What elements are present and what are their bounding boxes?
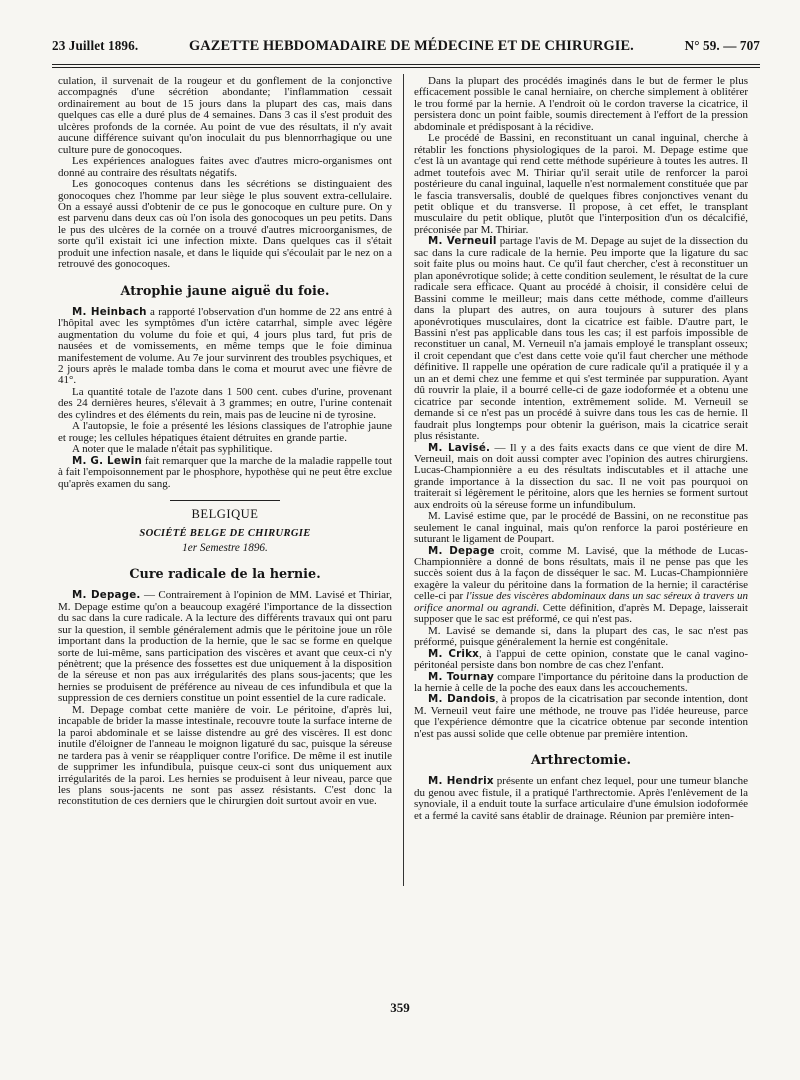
speaker-text: partage l'avis de M. Depage au sujet de la dissection du sac dans la cure radicale de la hernie. Peu importe que la ligature du sac soit faite plus ou moins haut. Ce qu'il faut chercher, c'est à reconstituer un plan aponévrotique solide; à cette condition seulement, le résultat de la cure radicale sera efficace. Quant au procédé à choisir, il considère celui de Bassini comme le meilleur; mais dans cette méthode, comme d'ailleurs dans la plupart des autres, on aura toujours à suturer des plans aponévrotiques musculaires, dont la cicatrice est faible. D'autre part, le Bassini n'est pas applicable dans tous les cas; il est parfois impossible de reconstituer un canal, M. Verneuil n'a jamais employé le transplant osseux; il croit cependant que c'est dans cette voie qu'il faut chercher une méthode définitive. Il rappelle une opération de cure radicale qu'il a pratiquée il y a un an et demi chez une femme et qui s'est terminée par suppuration. Ayant dû rouvrir la plaie, il a bourré celle-ci de gaze iodoformée et a obtenu une cicatrice par seconde intention, extrêmement solide. M. Verneuil se demande si ce n'est pas un procédé à suivre dans tous les cas de hernie. Il faudrait plus longtemps pour obtenir la guérison, mais la cicatrice serait plus résistante. — [414, 235, 748, 443]
speaker-text: fait remarquer que la marche de la maladie rappelle tout à fait l'empoisonnement par le phosphore, hypothèse qui ne peut être exclue qu'après examen du sang. — [58, 454, 392, 490]
paragraph: Les gonocoques contenus dans les sécrétions se distinguaient des gonocoques chez l'homme par leur siège le plus souvent extra-cellulaire. On a essayé aussi d'obtenir de ce pus le gonocoque en culture pure. On y est parvenu dans deux cas où l'on isola des gonocoques un peu petits. Dans le pus des ulcères de la cornée on a trouvé d'autres microorganismes, de sorte qu'il existait ici une infection mixte. Dans quelques cas il s'était produit une infection nasale, et dans le liquide qui s'écoulait par le nez on a retrouvé des gonocoques. — [58, 178, 392, 271]
speaker-name: M. Depage. — [72, 589, 141, 602]
speaker-text: , à propos de la cicatrisation par seconde intention, dont M. Verneuil veut faire une méthode, ne trouve pas l'idée heureuse, parce que l'expérience démontre que la cicatrice obtenue par seconde intention n'est pas aussi solide que celle obtenue par première intention. — [414, 693, 748, 740]
society-name: SOCIÉTÉ BELGE DE CHIRURGIE — [139, 528, 311, 540]
paragraph-tournay — [414, 672, 748, 695]
section-heading-atrophie: Atrophie jaune aiguë du foie. — [120, 283, 330, 299]
speaker-text: — Contrairement à l'opinion de MM. Lavisé et Thiriar, M. Depage estime qu'on a beaucoup exagéré l'importance de la dissection du sac dans la cure radicale. A la lecture des différents travaux qui ont paru sur la question, il semble généralement admis que le péritoine joue un rôle important dans la production de la hernie, que le sac se forme en quelque sorte de lui-même, sans participation des viscères et avant que ceux-ci n'y pénètrent; que la présence des fossettes est due uniquement à la disposition de la séreuse et non pas aux irrégularités des plans sous-jacents; que les hernies se produisent de préférence au niveau de ces infundibula et que la suppression de ces derniers constitue un point essentiel de la cure radicale. — [58, 589, 392, 705]
semester-label: 1er Semestre 1896. — [182, 541, 268, 554]
paragraph-verneuil — [414, 236, 748, 442]
speaker-name: M. Heinbach — [72, 305, 147, 318]
header-issue-page: N° 59. — 707 — [684, 38, 760, 53]
speaker-name: M. Tournay — [428, 670, 494, 683]
header-rule-bottom — [52, 67, 760, 68]
paragraph: A l'autopsie, le foie a présenté les lésions classiques de l'atrophie jaune et rouge; les cellules hépatiques étaient détruites en grande partie. — [58, 420, 392, 444]
page-number: 359 — [390, 1000, 410, 1015]
speaker-text: Cette définition, d'après M. Depage, laisserait supposer que le sac est préformé, ce qui n'est pas. — [414, 601, 748, 626]
section-divider — [170, 500, 280, 501]
paragraph-lavise — [414, 443, 748, 512]
column-divider — [403, 74, 404, 886]
running-header — [52, 38, 760, 55]
header-journal-title: GAZETTE HEBDOMADAIRE DE MÉDECINE ET DE CHIRURGIE. — [189, 38, 634, 54]
paragraph-lewin — [58, 456, 392, 490]
section-heading-arthrectomie: Arthrectomie. — [530, 753, 631, 769]
speaker-text: a rapporté l'observation d'un homme de 22 ans entré à l'hôpital avec les symptômes d'un ictère catarrhal, simple avec légère augmentation du volume du foie et qui, 4 jours plus tard, fut pris de nausées et de vomissements, en même temps que le foie diminua manifestement de volume. Au 7e jour survinrent des troubles psychiques, et 2 jours après le malade tomba dans le coma et mourut avec une fièvre de 41°. — [58, 305, 392, 387]
speaker-name: M. Crikx — [428, 647, 480, 660]
section-heading-cure-radicale: Cure radicale de la hernie. — [129, 567, 321, 583]
speaker-text: , à l'appui de cette opinion, constate que le canal vagino-péritonéal persiste dans bon nombre de cas chez l'enfant. — [414, 647, 749, 672]
paragraph-dandois — [414, 694, 748, 740]
paragraph-hendrix — [414, 776, 748, 822]
paragraph: La quantité totale de l'azote dans 1 500 cent. cubes d'urine, provenant des 24 dernières heures, s'élevait à 3 grammes; en outre, l'urine contenait des cylindres et des éléments du rein, mais pas de leucine ni de tyrosine. — [58, 385, 392, 421]
header-rule-top — [52, 64, 760, 65]
speaker-text: compare l'importance du péritoine dans la production de la hernie à celle de la poche des eaux dans les accouchements. — [414, 670, 748, 695]
paragraph-depage — [58, 590, 392, 705]
quoted-definition: l'issue des viscères abdominaux dans un sac séreux à travers un orifice anormal ou agrandi. — [414, 590, 748, 614]
paragraph: M. Depage combat cette manière de voir. Le péritoine, d'après lui, incapable de brider la masse intestinale, recouvre toute la surface interne de la paroi abdominale et se laisse distendre au gré des viscères. Il est donc inutile d'éloigner de l'anneau le moignon ligaturé du sac, puisque la séreuse ne tardera pas à venir se réappliquer contre l'orifice. De même il est inutile de supprimer les infundibula, puisque ceux-ci sont dus uniquement aux irrégularités de la paroi. Les hernies se produisent à leur niveau, parce que les plans sous-jacents ne sont pas assez résistants. C'est donc la reconstitution de ces derniers que le chirurgien doit surtout avoir en vue. — [58, 703, 392, 808]
speaker-text: — Il y a des faits exacts dans ce que vient de dire M. Verneuil, mais on doit aussi compter avec l'opinion des autres chirurgiens. Lucas-Championnière a eu des résultats indiscutables et il attache une grande importance à la dissection du sac. Il ne voit pas pourquoi on traiterait si légèrement le péritoine, alors que les hernies se forment surtout aux endroits où la séreuse forme un infundibulum. — [414, 441, 748, 511]
paragraph-depage-reply — [414, 546, 748, 626]
country-heading: BELGIQUE — [191, 506, 259, 521]
header-date: 23 Juillet 1896. — [52, 38, 139, 53]
left-column — [58, 76, 392, 808]
right-column — [414, 76, 748, 822]
paragraph: Dans la plupart des procédés imaginés dans le but de fermer le plus efficacement possible le canal herniaire, on cherche simplement à oblitérer le trou formé par la hernie. A l'endroit où le cordon traverse la cicatrice, il persistera donc un point faible, soumis directement à l'effort de la pression abdominale et prédisposant à la récidive. — [414, 75, 748, 133]
speaker-name: M. G. Lewin — [72, 454, 142, 467]
paragraph: Les expériences analogues faites avec d'autres micro-organismes ont donné au contraire des résultats négatifs. — [58, 155, 392, 179]
paragraph: M. Lavisé se demande si, dans la plupart des cas, le sac n'est pas préformé, puisque généralement la hernie est congénitale. — [414, 624, 748, 649]
paragraph: M. Lavisé estime que, par le procédé de Bassini, on ne reconstitue pas seulement le canal inguinal, mais qu'on renforce la paroi postérieure en suturant le ligament de Poupart. — [414, 510, 748, 546]
paragraph: Le procédé de Bassini, en reconstituant un canal inguinal, cherche à rétablir les fonctions physiologiques de la paroi. M. Depage estime que c'est là un avantage qui rend cette méthode supérieure à toutes les autres. Il admet toutefois avec M. Thiriar qu'il serait utile de renforcer la paroi postérieure du canal inguinal, laquelle n'est normalement constituée que par le fascia transversalis, doublé de quelques fibres conjonctives venant du petit oblique et du transverse. Il propose, à cet effet, le transplant musculaire du petit oblique, plutôt que l'interposition d'un os décalcifié, préconisée par M. Thiriar. — [414, 132, 748, 236]
speaker-text: présente un enfant chez lequel, pour une tumeur blanche du genou avec fistule, il a pratiqué l'arthrectomie. Après l'enlèvement de la synoviale, il a enduit toute la surface articulaire d'une émulsion iodoformée et a fermé la cavité sans établir de drainage. Réunion par première inten- — [414, 775, 749, 822]
speaker-name: M. Verneuil — [428, 235, 497, 248]
paragraph: A noter que le malade n'était pas syphilitique. — [72, 443, 273, 456]
paragraph-crikx — [414, 649, 748, 672]
speaker-name: M. Dandois — [428, 693, 496, 706]
speaker-text: croit, comme M. Lavisé, que la méthode de Lucas-Championnière a donné de bons résultats, mais il ne pense pas que les succès soient dus à la façon de disséquer le sac. M. Lucas-Championnière exagère la valeur du péritoine dans la formation de la hernie; il caractérise celle-ci par — [414, 544, 748, 603]
speaker-name: M. Depage — [428, 544, 495, 557]
paragraph: culation, il survenait de la rougeur et du gonflement de la conjonctive accompagnés d'une sécrétion abondante; l'inflammation cessait ordinairement au bout de 15 jours dans la plupart des cas, mais dans quelques cas elle a duré plus de 4 semaines. Dans 3 cas il s'est produit des ulcères profonds de la cornée. Au point de vue des résultats, il n'y avait aucune différence suivant qu'on inoculait du pus blennorrhagique ou une culture pure de gonocoques. — [58, 75, 392, 156]
paragraph-heinbach — [58, 307, 392, 387]
speaker-name: M. Lavisé. — [428, 441, 491, 454]
speaker-name: M. Hendrix — [428, 775, 494, 788]
